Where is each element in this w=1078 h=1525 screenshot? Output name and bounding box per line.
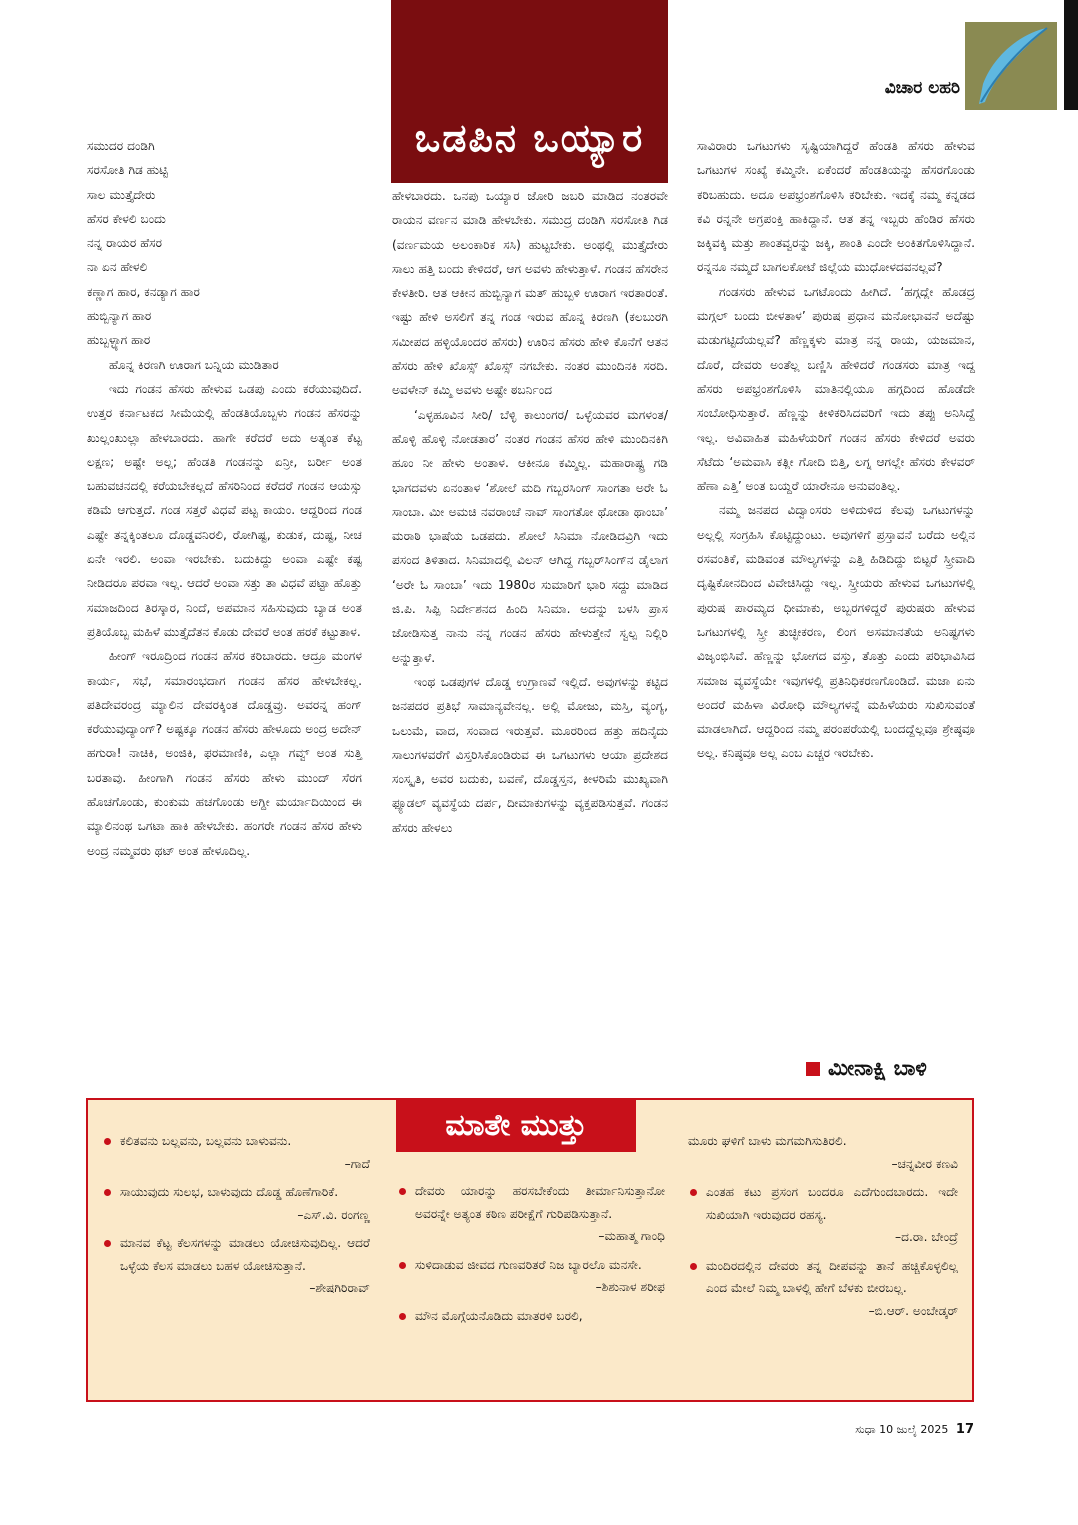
quote-attribution: –ಗಾದೆ bbox=[344, 1156, 370, 1171]
bullet-icon bbox=[399, 1262, 406, 1269]
poem-line: ನಾ ಏನ ಹೇಳಲಿ bbox=[87, 260, 148, 275]
poem-line: ಕಣ್ಣಾಗ ಹಾರ, ಕನಡ್ಯಾಗ ಹಾರ bbox=[87, 284, 200, 299]
paragraph: ಇದು ಗಂಡನ ಹೆಸರು ಹೇಳುವ ಒಡಪು ಎಂದು ಕರೆಯುವುದಿದೆ. ಉತ್ತರ ಕರ್ನಾಟಕದ ಸೀಮೆಯಲ್ಲಿ ಹೆಂಡತಿಯೊಬ್ಬಳು ಗಂಡನ ಹೆಸರನ್ನು ಖುಲ್ಲಂಖುಲ್ಲಾ ಹೇಳಬಾರದು. ಹಾಗೇ ಕರೆದರೆ ಅದು ಅತ್ಯಂತ ಕೆಟ್ಟ ಲಕ್ಷಣ; ಅಷ್ಟೇ ಅಲ್ಲ; ಹೆಂಡತಿ ಗಂಡನನ್ನು ಏನ್ರೀ, ಬರ್ರೀ ಅಂತ ಬಹುವಚನದಲ್ಲಿ ಕರೆಯಬೇಕಲ್ಲದೆ ಹೆಸರಿನಿಂದ ಕರೆದರೆ ಗಂಡನ ಆಯಸ್ಸು ಕಡಿಮೆ ಆಗುತ್ತದೆ. ಗಂಡ ಸತ್ತರೆ ವಿಧವೆ ಪಟ್ಟ ಕಾಯಂ. ಆದ್ದರಿಂದ ಗಂಡ ಎಷ್ಟೇ ತನ್ನಕ್ಕಿಂತಲೂ ದೊಡ್ಡವನಿರಲಿ, ರೋಗಿಷ್ಟ, ಕುಡುಕ, ದುಷ್ಟ, ನೀಚ ಏನೇ ಇರಲಿ. ಅಂವಾ ಇರಬೇಕು. ಬದುಕಿದ್ದು ಅಂವಾ ಎಷ್ಟೇ ಕಷ್ಟ ನೀಡಿದರೂ ಪರವಾ ಇಲ್ಲ. ಆದರೆ ಅಂವಾ ಸತ್ತು ತಾ ವಿಧವೆ ಪಟ್ಟಾ ಹೊತ್ತು ಸಮಾಜದಿಂದ ತಿರಸ್ಕಾರ, ನಿಂದೆ, ಅಪಮಾನ ಸಹಿಸುವುದು ಬ್ಯಾಡ ಅಂತ ಪ್ರತಿಯೊಬ್ಬ ಮಹಿಳೆ ಮುತ್ತೈದೆತನ ಕೊಡು ದೇವರೆ ಅಂತ ಹರಕೆ ಕಟ್ಟುತಾಳ. bbox=[87, 381, 362, 639]
quote-item bbox=[397, 1180, 665, 1225]
paragraph: ಗಂಡಸರು ಹೇಳುವ ಒಗಟೊಂದು ಹೀಗಿದೆ. ‘ಹಗ್ಗದ್ಲೇ ಹೊಡದ್ರ ಮಗ್ಗಲ್ ಬಂದು ಬೀಳತಾಳ’ ಪುರುಷ ಪ್ರಧಾನ ಮನೋಭಾವನೆ ಅದೆಷ್ಟು ಮಡುಗಟ್ಟಿದೆಯಲ್ಲವೆ? ಹೆಣ್ಣಕ್ಕಳು ಮಾತ್ರ ನನ್ನ ರಾಯ, ಯಜಮಾನ, ದೊರೆ, ದೇವರು ಅಂತೆಲ್ಲ ಬಣ್ಣಿಸಿ ಹೇಳಿದರೆ ಗಂಡಸರು ಮಾತ್ರ ಇದ್ದ ಹೆಸರು ಅಪಭ್ರಂಶಗೊಳಿಸಿ ಮಾತಿನಲ್ಲಿಯೂ ಹಗ್ಗದಿಂದ ಹೊಡೆದೇ ಸಂಬೋಧಿಸುತ್ತಾರೆ. ಹೆಣ್ಣನ್ನು ಕೀಳಿಕರಿಸಿದವರಿಗೆ ಇದು ತಪ್ಪು ಅನಿಸಿದ್ದೆ ಇಲ್ಲ. ಅವಿವಾಹಿತ ಮಹಿಳೆಯರಿಗೆ ಗಂಡನ ಹೆಸರು ಕೇಳಿದರೆ ಅವರು ಸೆಟೆದು ‘ಅಮವಾಸಿ ಕತ್ಲೀ ಗೋದಿ ಬಿತ್ತಿ, ಲಗ್ನ ಆಗಲ್ಲೇ ಹೆಸರು ಕೇಳವರ್ ಹೆಣಾ ಎತ್ತಿ’ ಅಂತ ಬಯ್ದರೆ ಯಾರೇನೂ ಅನುವಂತಿಲ್ಲ. bbox=[697, 284, 975, 494]
quote-text: ಮಂದಿರದಲ್ಲಿನ ದೇವರು ತನ್ನ ದೀಪವನ್ನು ತಾನೆ ಹಚ್ಚಿಕೊಳ್ಳಲಿಲ್ಲ ಎಂದ ಮೇಲೆ ನಿಮ್ಮ ಬಾಳಲ್ಲಿ ಹೇಗೆ ಬೆಳಕು ಬೀರಬಲ್ಲ. bbox=[706, 1258, 958, 1295]
poem-line: ಸಾಲ ಮುತ್ತೈದೇರು bbox=[87, 187, 156, 202]
quote-item bbox=[397, 1254, 665, 1277]
page-footer bbox=[855, 1422, 974, 1437]
quote-text: ಮಾನವ ಕೆಟ್ಟ ಕೆಲಸಗಳನ್ನು ಮಾಡಲು ಯೋಚಿಸುವುದಿಲ್ಲ. ಆದರೆ ಒಳ್ಳೆಯ ಕೆಲಸ ಮಾಡಲು ಬಹಳ ಯೋಚಿಸುತ್ತಾನೆ. bbox=[120, 1236, 370, 1273]
quotes-column-1 bbox=[102, 1130, 370, 1306]
issue-info: ಸುಧಾ 10 ಜುಲೈ 2025 bbox=[855, 1423, 949, 1436]
author-byline bbox=[806, 1056, 927, 1081]
bullet-icon bbox=[104, 1240, 111, 1247]
paragraph: ‘ಎಳ್ಳಹೂವಿನ ಸೀರಿ/ ಬೆಳ್ಳಿ ಕಾಲುಂಗರ/ ಒಳ್ಳೆಯವರ ಮಗಳಂತ/ ಹೊಳ್ಳಿ ಹೊಳ್ಳಿ ನೋಡತಾರ’ ನಂತರ ಗಂಡನ ಹೆಸರ ಹೇಳಿ ಮುಂದಿನಕಿಗಿ ಹೂಂ ನೀ ಹೇಳು ಅಂತಾಳ. ಆಕೀನೂ ಕಮ್ಮಿಲ್ಲ. ಮಹಾರಾಷ್ಟ್ರ ಗಡಿ ಭಾಗದವಳು ಏನಂತಾಳ ‘ಶೋಲೆ ಮದಿ ಗಬ್ಬರಸಿಂಗ್ ಸಾಂಗತಾ ಅರೇ ಓ ಸಾಂಬಾ. ಮೀ ಅಮಚಿ ನವರಾಂಚೆ ನಾವ್ ಸಾಂಗತೋ ಥೋಡಾ ಥಾಂಬಾ’ ಮರಾಠಿ ಭಾಷೆಯ ಒಡಪದು. ಶೋಲೆ ಸಿನಿಮಾ ನೋಡಿದವ್ರಿಗಿ ಇದು ಪಸಂದ ತಿಳಿತಾದ. ಸಿನಿಮಾದಲ್ಲಿ ವಿಲನ್ ಆಗಿದ್ದ ಗಬ್ಬರ್‌ಸಿಂಗ್‌ನ ಡೈಲಾಗ ‘ಅರೇ ಓ ಸಾಂಬಾ’ ಇದು 1980ರ ಸುಮಾರಿಗೆ ಭಾರಿ ಸದ್ದು ಮಾಡಿದ ಜಿ.ಪಿ. ಸಿಪ್ಪಿ ನಿರ್ದೇಶನದ ಹಿಂದಿ ಸಿನಿಮಾ. ಅದನ್ನು ಬಳಸಿ ಪ್ರಾಸ ಜೋಡಿಸುತ್ತ ನಾನು ನನ್ನ ಗಂಡನ ಹೆಸರು ಹೇಳುತ್ತೇನೆ ಸ್ವಲ್ಪ ನಿಲ್ಲಿರಿ ಅನ್ನುತ್ತಾಳೆ. bbox=[392, 407, 668, 665]
quote-item bbox=[102, 1181, 370, 1204]
quote-attribution: –ದ.ರಾ. ಬೇಂದ್ರೆ bbox=[895, 1230, 958, 1244]
article-column-2 bbox=[392, 184, 668, 840]
quote-item bbox=[688, 1255, 958, 1300]
quote-item bbox=[102, 1130, 370, 1153]
quote-item bbox=[102, 1232, 370, 1277]
paragraph: ಹೇಳಬಾರದು. ಒನಪು ಒಯ್ಯಾರ ಜೋರಿ ಜಬರಿ ಮಾಡಿದ ನಂತರವೇ ರಾಯನ ವರ್ಣನ ಮಾಡಿ ಹೇಳಬೇಕು. ಸಮುದ್ರ ದಂಡಿಗಿ ಸರಸೋತಿ ಗಿಡ (ವರ್ಣಮಯ ಅಲಂಕಾರಿಕ ಸಸಿ) ಹುಟ್ಟಬೇಕು. ಅಂಥಲ್ಲಿ ಮುತ್ತೈದೇರು ಸಾಲು ಹತ್ತಿ ಬಂದು ಕೇಳಿದರೆ, ಆಗ ಅವಳು ಹೇಳುತ್ತಾಳೆ. ಗಂಡನ ಹೆಸರೇನ ಕೇಳತೀರಿ. ಆತ ಆಕೀನ ಹುಬ್ಬಿನ್ಯಾಗ ಮತ್ ಹುಬ್ಬಳಿ ಊರಾಗ ಇರತಾರಂತೆ. ಇಷ್ಟು ಹೇಳಿ ಅಸಲಿಗೆ ತನ್ನ ಗಂಡ ಇರುವ ಹೊನ್ನ ಕಿರಣಗಿ (ಕಲಬುರಗಿ ಸಮೀಪದ ಹಳ್ಳಿಯೊಂದರ ಹೆಸರು) ಊರಿನ ಹೆಸರು ಹೇಳಿ ಕೊನೆಗೆ ಆತನ ಹೆಸರು ಹೇಳಿ ಖೊಸ್ಸ್ ಖೊಸ್ಸ್ ನಗಬೇಕು. ನಂತರ ಮುಂದಿನಕಿ ಸರದಿ. ಅವಳೇನ್ ಕಮ್ಮಿ ಅವಳು ಅಷ್ಟೇ ಠಬರ್ನಿಂದ bbox=[392, 189, 668, 398]
quote-text: ಸುಳಿದಾಡುವ ಜೀವದ ಗುಣವರಿತರೆ ನಿಜ ಬ್ಯಾರಲೊ ಮನಸೇ. bbox=[415, 1257, 642, 1272]
quote-text: ಸಾಯುವುದು ಸುಲಭ, ಬಾಳುವುದು ದೊಡ್ಡ ಹೊಣೆಗಾರಿಕೆ. bbox=[120, 1185, 339, 1199]
quote-text: ಮೂರು ಘಳಿಗೆ ಬಾಳು ಮಗಮಗಿಸುತಿರಲಿ. bbox=[688, 1134, 847, 1148]
bullet-icon bbox=[690, 1263, 697, 1270]
article-column-3 bbox=[697, 134, 975, 766]
title-banner bbox=[391, 0, 668, 183]
quote-text: ಕಲಿತವನು ಬಲ್ಲವನು, ಬಲ್ಲವನು ಬಾಳುವನು. bbox=[120, 1134, 292, 1148]
quote-item bbox=[397, 1305, 665, 1328]
paragraph: ಸಾವಿರಾರು ಒಗಟುಗಳು ಸೃಷ್ಟಿಯಾಗಿದ್ದರೆ ಹೆಂಡತಿ ಹೆಸರು ಹೇಳುವ ಒಗಟುಗಳ ಸಂಖ್ಯೆ ಕಮ್ಮಿನೇ. ಏಕೆಂದರೆ ಹೆಂಡತಿಯನ್ನು ಹೆಸರಗೊಂಡು ಕರಿಬಹುದು. ಅದೂ ಅಪಭ್ರಂಶಗೊಳಿಸಿ ಕರಿಬೇಕು. ಇದಕ್ಕೆ ನಮ್ಮ ಕನ್ನಡದ ಕವಿ ರನ್ನನೇ ಅಗ್ರಪಂಕ್ತಿ ಹಾಕಿದ್ದಾನೆ. ಆತ ತನ್ನ ಇಬ್ಬರು ಹೆಂಡಿರ ಹೆಸರು ಜಕ್ಕಿವಕ್ಕಿ ಮತ್ತು ಶಾಂತವ್ವರನ್ನು ಜಕ್ಕಿ, ಶಾಂತಿ ಎಂದೇ ಅಂಕಿತಗೊಳಿಸಿದ್ದಾನೆ. ರನ್ನನೂ ನಮ್ಮದೆ ಬಾಗಲಕೋಟೆ ಜಿಲ್ಲೆಯ ಮುಧೋಳದವನಲ್ಲವೆ? bbox=[697, 139, 975, 275]
bullet-icon bbox=[104, 1189, 111, 1196]
bullet-icon bbox=[399, 1313, 406, 1320]
poem-line: ಹುಬ್ಬಿನ್ಯಾಗ ಹಾರ bbox=[87, 309, 152, 324]
quote-attribution: –ಮಹಾತ್ಮ ಗಾಂಧಿ bbox=[598, 1229, 665, 1243]
quote-attribution: –ಎಸ್.ವಿ. ರಂಗಣ್ಣ bbox=[297, 1207, 370, 1222]
poem-line: ನನ್ನ ರಾಯರ ಹೆಸರ bbox=[87, 236, 163, 251]
quote-text: ಎಂತಹ ಕಟು ಪ್ರಸಂಗ ಬಂದರೂ ಎದೆಗುಂದಬಾರದು. ಇದೇ ಸುಖಿಯಾಗಿ ಇರುವುದರ ರಹಸ್ಯ. bbox=[706, 1185, 958, 1222]
bullet-icon bbox=[690, 1189, 697, 1196]
poem-line: ಸರಸೋತಿ ಗಿಡ ಹುಟ್ಟಿ bbox=[87, 163, 168, 178]
paragraph: ನಮ್ಮ ಜನಪದ ವಿದ್ವಾಂಸರು ಅಳಿದುಳಿದ ಕೆಲವು ಒಗಟುಗಳನ್ನು ಅಲ್ಲಲ್ಲಿ ಸಂಗ್ರಹಿಸಿ ಕೊಟ್ಟಿದ್ದುಂಟು. ಅವುಗಳಿಗೆ ಪ್ರಸ್ತಾವನೆ ಬರೆದು ಅಲ್ಲಿನ ರಸವಂತಿಕೆ, ಮಡಿವಂತ ಮೌಲ್ಯಗಳನ್ನು ಎತ್ತಿ ಹಿಡಿದಿದ್ದು ಬಿಟ್ಟರೆ ಸ್ತ್ರೀವಾದಿ ದೃಷ್ಟಿಕೋನದಿಂದ ವಿವೇಚಿಸಿದ್ದು ಇಲ್ಲ. ಸ್ತ್ರೀಯರು ಹೇಳುವ ಒಗಟುಗಳಲ್ಲಿ ಪುರುಷ ಪಾರಮ್ಯದ ಧೀಮಾಕು, ಅಬ್ಬರಗಳಿದ್ದರೆ ಪುರುಷರು ಹೇಳುವ ಒಗಟುಗಳಲ್ಲಿ ಸ್ತ್ರೀ ತುಚ್ಛೀಕರಣ, ಲಿಂಗ ಅಸಮಾನತೆಯ ಅನಿಷ್ಟಗಳು ವಿಜೃಂಭಿಸಿವೆ. ಹೆಣ್ಣನ್ನು ಭೋಗದ ವಸ್ತು, ತೊತ್ತು ಎಂದು ಪರಿಭಾವಿಸಿದ ಸಮಾಜ ವ್ಯವಸ್ಥೆಯೇ ಇವುಗಳಲ್ಲಿ ಪ್ರತಿನಿಧಿಕರಣಗೊಂಡಿದೆ. ಮಜಾ ಏನು ಅಂದರೆ ಮಹಿಳಾ ವಿರೋಧಿ ಮೌಲ್ಯಗಳನ್ನೆ ಮಹಿಳೆಯರು ಸುಖಿಸುವಂತೆ ಮಾಡಲಾಗಿದೆ. ಆದ್ದರಿಂದ ನಮ್ಮ ಪರಂಪರೆಯಲ್ಲಿ ಬಂದದ್ದೆಲ್ಲವೂ ಶ್ರೇಷ್ಠವೂ ಅಲ್ಲ. ಕನಿಷ್ಠವೂ ಅಲ್ಲ ಎಂಬ ಎಚ್ಚರ ಇರಬೇಕು. bbox=[697, 503, 975, 761]
poem bbox=[87, 134, 362, 353]
square-bullet-icon bbox=[806, 1062, 820, 1076]
paragraph: ಹೊನ್ನ ಕಿರಣಗಿ ಊರಾಗ ಬನ್ನಿಯ ಮುಡಿತಾರ bbox=[109, 357, 279, 372]
quote-attribution: –ಶಿಶುನಾಳ ಶರೀಫ bbox=[595, 1280, 665, 1294]
quote-attribution: –ಚನ್ನವೀರ ಕಣವಿ bbox=[891, 1156, 958, 1171]
quote-attribution: –ಬಿ.ಆರ್. ಅಂಬೇಡ್ಕರ್ bbox=[868, 1303, 958, 1318]
poem-line: ಸಮುದರ ದಂಡಿಗಿ bbox=[87, 139, 155, 153]
paragraph: ಇಂಥ ಒಡಪುಗಳ ದೊಡ್ಡ ಉಗ್ರಾಣವೆ ಇಲ್ಲಿದೆ. ಅವುಗಳನ್ನು ಕಟ್ಟಿದ ಜನಪದರ ಪ್ರತಿಭೆ ಸಾಮಾನ್ಯವೇನಲ್ಲ. ಅಲ್ಲಿ ಮೋಜು, ಮಸ್ತಿ, ವ್ಯಂಗ್ಯ, ಒಲುಮೆ, ವಾದ, ಸಂವಾದ ಇರುತ್ತವೆ. ಮೂರರಿಂದ ಹತ್ತು ಹದಿನೈದು ಸಾಲುಗಳವರೆಗೆ ವಿಸ್ತರಿಸಿಕೊಂಡಿರುವ ಈ ಒಗಟುಗಳು ಆಯಾ ಪ್ರದೇಶದ ಸಂಸ್ಕೃತಿ, ಅವರ ಬದುಕು, ಬವಣೆ, ದೊಡ್ಡಸ್ತನ, ಕೀಳರಿಮೆ ಮುಖ್ಯವಾಗಿ ಫ್ಯೂಡಲ್ ವ್ಯವಸ್ಥೆಯ ದರ್ಪ, ದೀಮಾಕುಗಳನ್ನು ವ್ಯಕ್ತಪಡಿಸುತ್ತವೆ. ಗಂಡನ ಹೆಸರು ಹೇಳಲು bbox=[392, 674, 668, 835]
author-name: ಮೀನಾಕ್ಷಿ ಬಾಳಿ bbox=[828, 1056, 927, 1080]
edge-bar bbox=[1064, 0, 1078, 110]
quote-attribution: –ಶೇಷಗಿರಿರಾವ್ bbox=[309, 1281, 370, 1295]
quotes-column-3 bbox=[688, 1130, 958, 1328]
paragraph: ಹೀಂಗ್ ಇರೂದ್ರಿಂದ ಗಂಡನ ಹೆಸರ ಕರಿಬಾರದು. ಆದ್ರೂ ಮಂಗಳ ಕಾರ್ಯ, ಸಭೆ, ಸಮಾರಂಭದಾಗ ಗಂಡನ ಹೆಸರ ಹೇಳಬೇಕಲ್ಲ. ಪತಿದೇವರಂದ್ರ ಮ್ಯಾಲಿನ ದೇವರಕ್ಕಿಂತ ದೊಡ್ಡವ್ರು. ಅವರನ್ನ ಹಂಗ್ ಕರೆಯುವುದ್ಯಾಂಗ್? ಅಷ್ಟಕ್ಕೂ ಗಂಡನ ಹೆಸರು ಹೇಳೂದು ಅಂದ್ರ ಅದೇನ್ ಹಗುರಾ! ನಾಚಿಕಿ, ಅಂಜಿಕಿ, ಫರಮಾಣಿಕಿ, ಎಲ್ಲಾ ಗವ್ವ್ ಅಂತ ಸುತ್ತಿ ಬರತಾವು. ಹೀಂಗಾಗಿ ಗಂಡನ ಹೆಸರು ಹೇಳು ಮುಂದ್ ಸೆರಗ ಹೊಚಗೊಂಡು, ಕುಂಕುಮ ಹಚಗೊಂಡು ಅಗ್ದೀ ಮರ್ಯಾದಿಯಿಂದ ಈ ಮ್ಯಾಲಿನಂಥ ಒಗಟಾ ಹಾಕಿ ಹೇಳಬೇಕು. ಹಂಗರೇ ಗಂಡನ ಹೆಸರ ಹೇಳು ಅಂದ್ರ ನಮ್ಮವರು ಥಟ್ ಅಂತ ಹೇಳೂದಿಲ್ಲ. bbox=[87, 649, 362, 858]
bullet-icon bbox=[399, 1188, 406, 1195]
quote-text: ಮೌನ ಮೊಗ್ಗೆಯನೊಡಿದು ಮಾತರಳಿ ಬರಲಿ, bbox=[415, 1308, 583, 1323]
article-title: ಒಡಪಿನ ಒಯ್ಯಾರ bbox=[414, 115, 645, 160]
poem-line: ಹುಬ್ಬಳ್ಳ್ಯಾಗ ಹಾರ bbox=[87, 333, 151, 348]
bullet-icon bbox=[104, 1138, 111, 1145]
section-label: ವಿಚಾರ ಲಹರಿ bbox=[884, 78, 960, 98]
quote-item bbox=[688, 1130, 958, 1153]
article-column-1 bbox=[87, 134, 362, 863]
quote-item bbox=[688, 1181, 958, 1226]
quote-text: ದೇವರು ಯಾರನ್ನು ಹರಸಬೇಕೆಂದು ತೀರ್ಮಾನಿಸುತ್ತಾನೋ ಅವರನ್ನೇ ಅತ್ಯಂತ ಕಠಿಣ ಪರೀಕ್ಷೆಗೆ ಗುರಿಪಡಿಸುತ್ತಾನೆ. bbox=[415, 1184, 665, 1221]
quotes-title: ಮಾತೇ ಮುತ್ತು bbox=[396, 1100, 636, 1152]
quotes-column-2 bbox=[397, 1180, 665, 1327]
page-number: 17 bbox=[955, 1422, 974, 1437]
poem-line: ಹೆಸರ ಕೇಳಲಿ ಬಂದು bbox=[87, 211, 166, 226]
feather-icon bbox=[965, 22, 1057, 110]
